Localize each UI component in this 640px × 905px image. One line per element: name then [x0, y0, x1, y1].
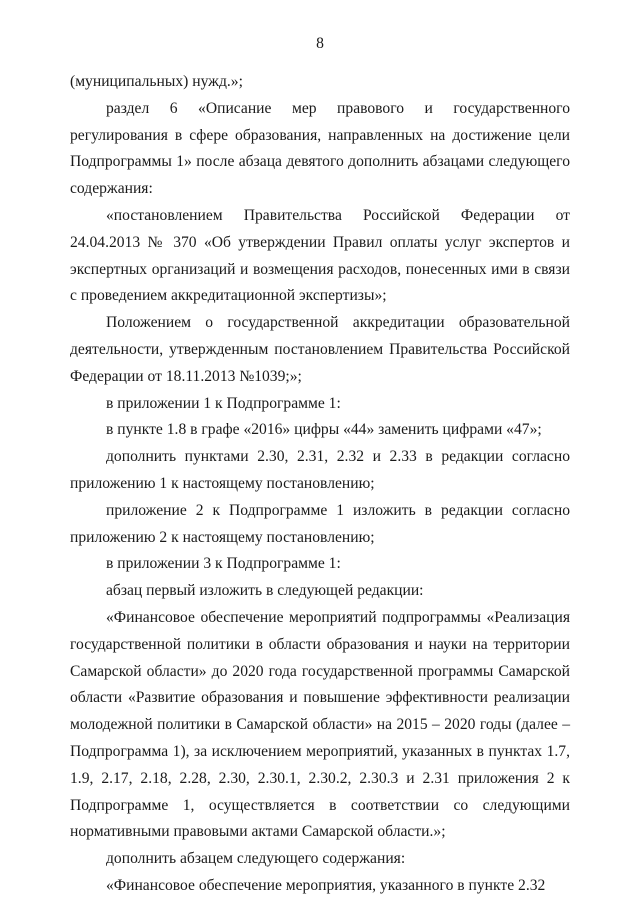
paragraph-13: «Финансовое обеспечение мероприятия, указанного в пункте 2.32 — [106, 876, 546, 894]
paragraph-7: дополнить пунктами 2.30, 2.31, 2.32 и 2.33 в редакции согласно приложению 1 к настоящему постановлению; — [70, 448, 570, 492]
paragraph-11: «Финансовое обеспечение мероприятий подпрограммы «Реализация государственной политики в области образования и науки на территории Самарской области» до 2020 года государственной программы Самарской области «Развитие образования и повышение эффективности реализации молодежной политики в Самарской области» на 2015 – 2020 годы (далее – Подпрограмма 1), за исключением мероприятий, указанных в пунктах 1.7, 1.9, 2.17, 2.18, 2.28, 2.30, 2.30.1, 2.30.2, 2.30.3 и 2.31 приложения 2 к Подпрограмме 1, осуществляется в соответствии со следующими нормативными правовыми актами Самарской области.»; — [70, 608, 570, 841]
page-number: 8 — [316, 35, 324, 52]
paragraph-10: абзац первый изложить в следующей редакции: — [106, 582, 424, 600]
paragraph-2: раздел 6 «Описание мер правового и государственного регулирования в сфере образования, направленных на достижение цели Подпрограммы 1» после абзаца девятого дополнить абзацами следующего содержания: — [70, 99, 570, 198]
paragraph-5: в приложении 1 к Подпрограмме 1: — [106, 394, 341, 412]
paragraph-6: в пункте 1.8 в графе «2016» цифры «44» заменить цифрами «47»; — [106, 421, 542, 439]
paragraph-12: дополнить абзацем следующего содержания: — [106, 850, 406, 868]
paragraph-3: «постановлением Правительства Российской Федерации от 24.04.2013 № 370 «Об утверждении Правил оплаты услуг экспертов и экспертных организаций и возмещения расходов, понесенных ими в связи с проведением аккредитационной экспертизы»; — [70, 206, 570, 305]
paragraph-1: (муниципальных) нужд.»; — [70, 73, 243, 90]
paragraph-8: приложение 2 к Подпрограмме 1 изложить в редакции согласно приложению 2 к настоящему постановлению; — [70, 501, 570, 546]
paragraph-4: Положением о государственной аккредитации образовательной деятельности, утвержденным постановлением Правительства Российской Федерации от 18.11.2013 №1039;»; — [70, 314, 570, 385]
paragraph-9: в приложении 3 к Подпрограмме 1: — [106, 555, 341, 573]
